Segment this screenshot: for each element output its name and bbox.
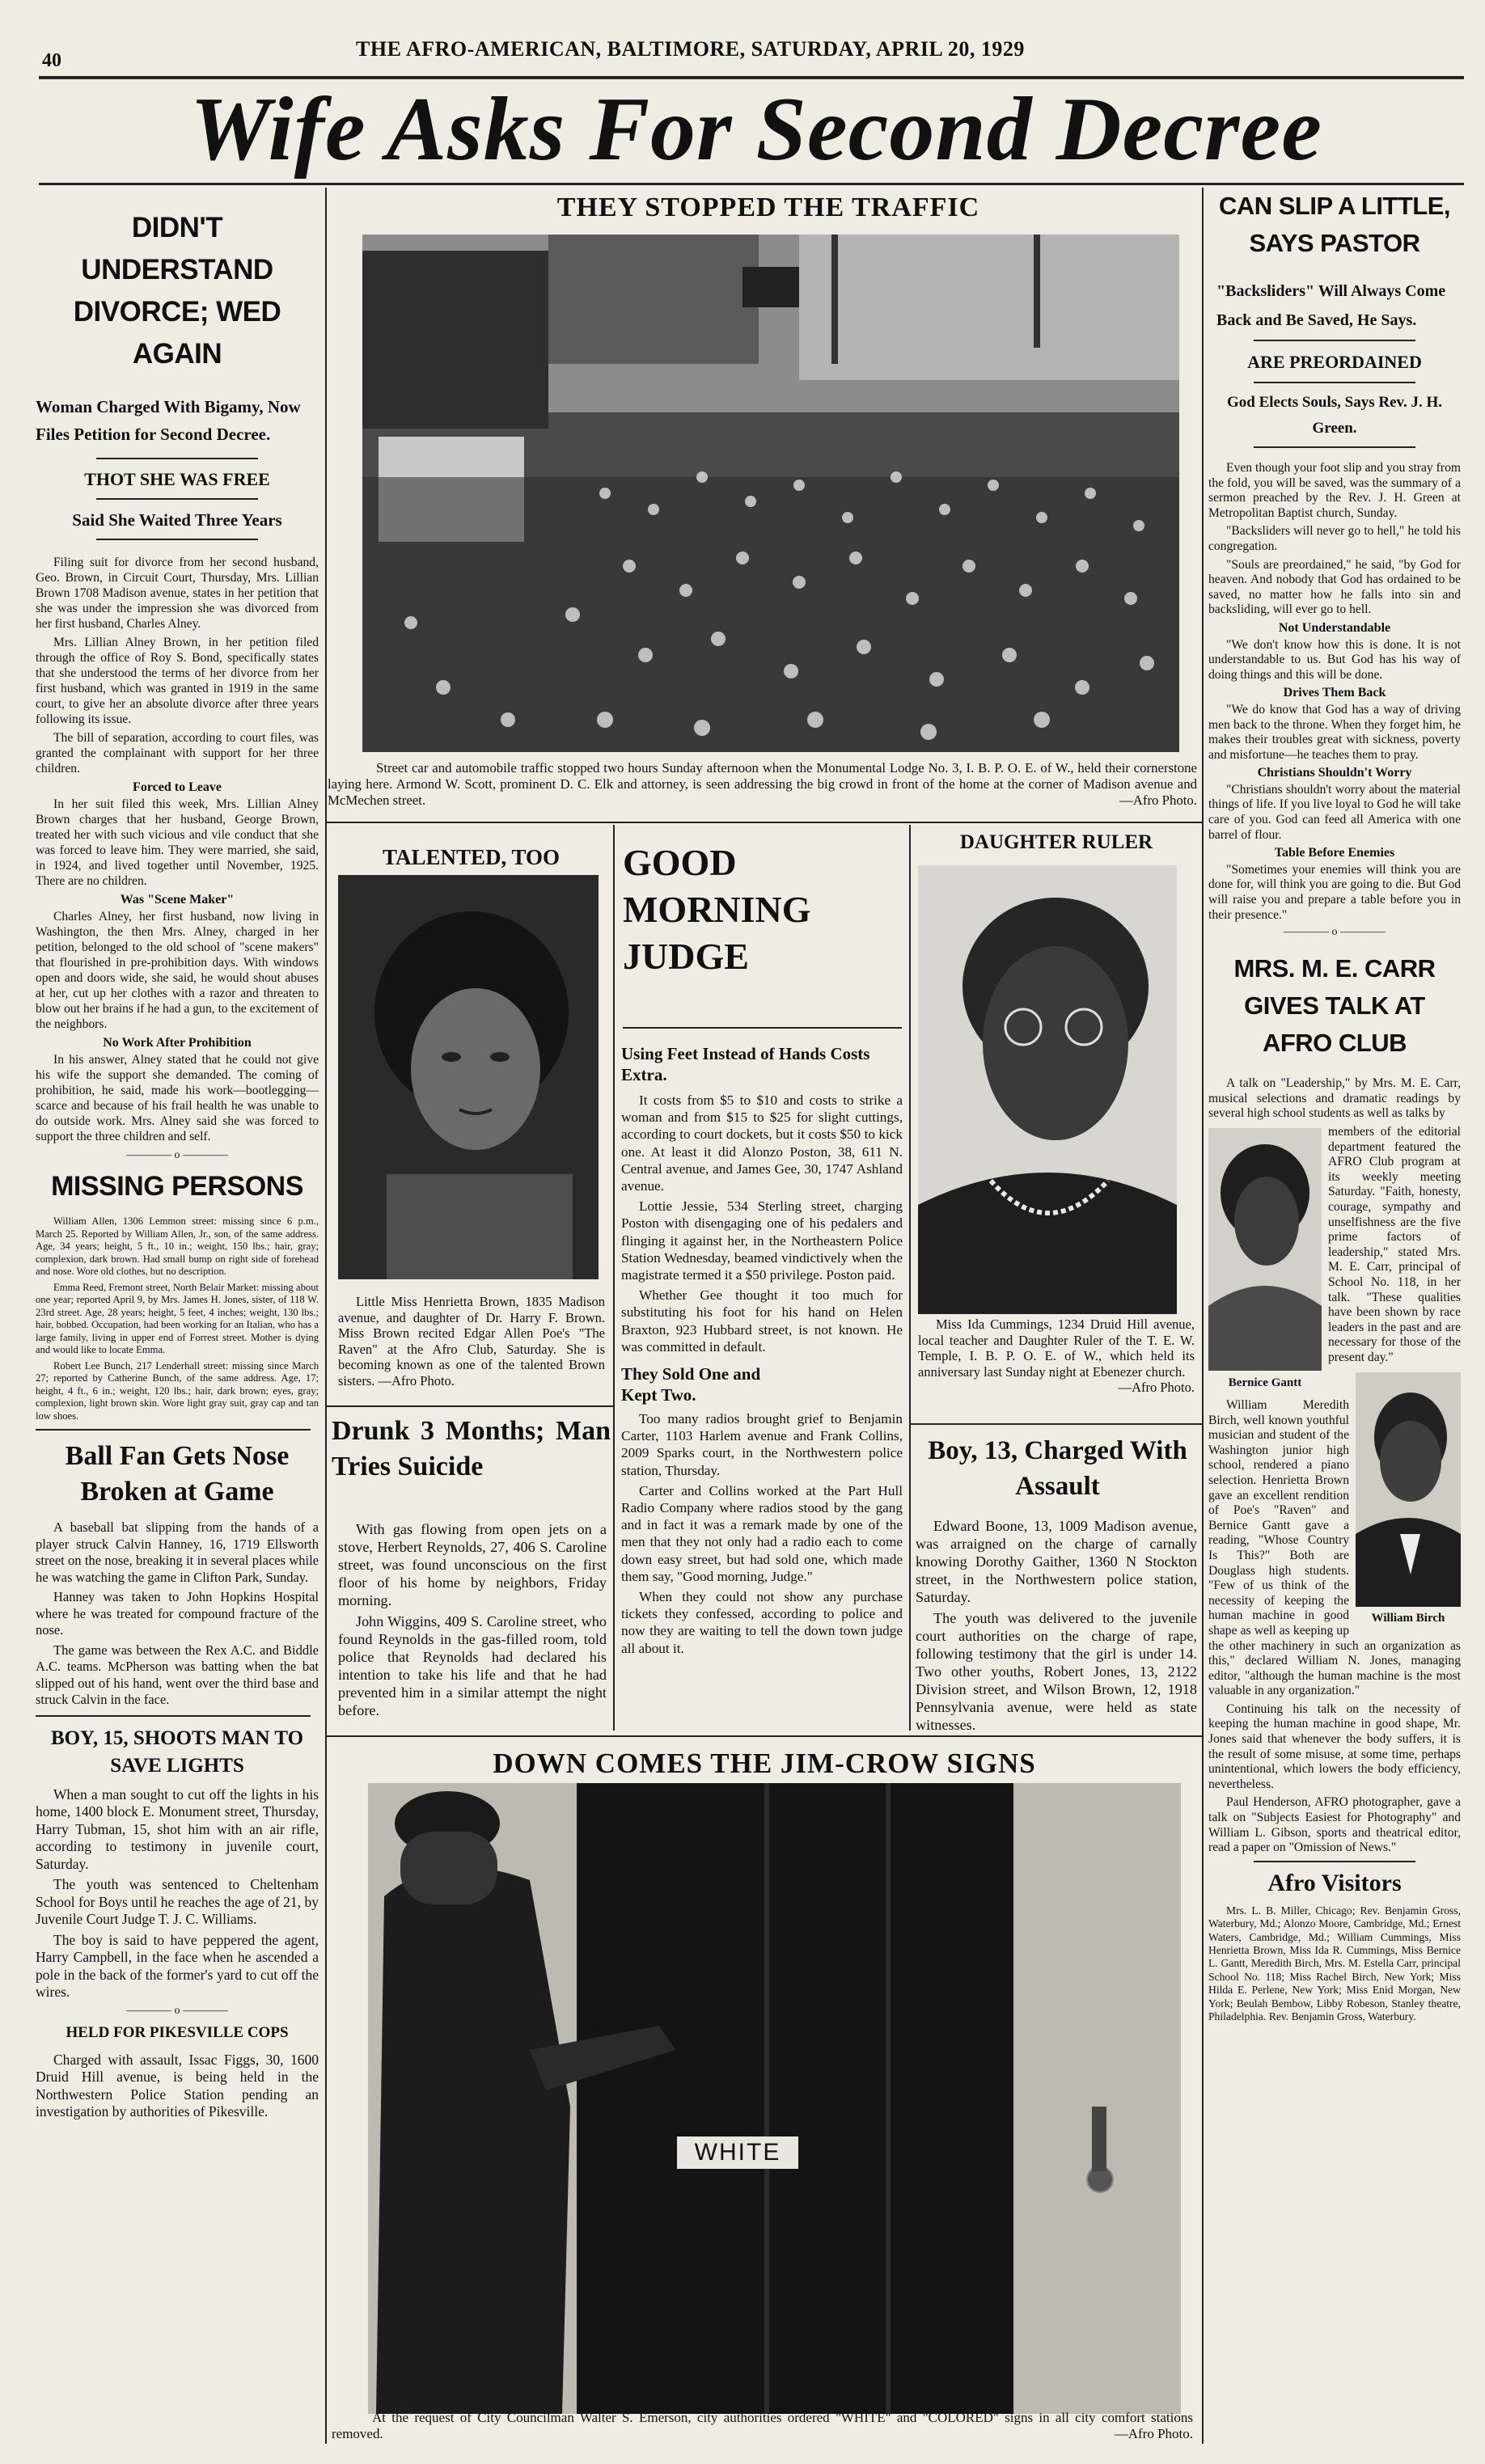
visitors-headline: Afro Visitors bbox=[1267, 1869, 1402, 1896]
pastor-rule2 bbox=[1254, 382, 1415, 383]
divorce-paragraph: Filing suit for divorce from her second husband, Geo. Brown, in Circuit Court, Thursday, Mrs. Lillian Brown 1708 Madison avenue, states in her petition that she was under the impression she was divorced from her first husband, Charles Alney. bbox=[36, 556, 319, 631]
boy15-paragraph: When a man sought to cut off the lights in his home, 1400 block E. Monument street, Thursday, Harry Tubman, 15, shot him with an air rifle, according to testimony in juvenile court, Saturday. bbox=[36, 1786, 319, 1872]
masthead-title: THE AFRO-AMERICAN, BALTIMORE, SATURDAY, APRIL 20, 1929 bbox=[356, 37, 1025, 61]
carr-paragraph: Paul Henderson, AFRO photographer, gave a talk on "Subjects Easiest for Photography" and William L. Gibson, sports and theatrical editor, read a paper on "Omission of News." bbox=[1208, 1795, 1461, 1855]
pastor-subhead: Drives Them Back bbox=[1283, 686, 1386, 700]
traffic-headline: THEY STOPPED THE TRAFFIC bbox=[556, 192, 980, 222]
assault-paragraph: Edward Boone, 13, 1009 Madison avenue, was arraigned on the charge of carnally knowing Dorothy Gaither, 1360 N Stockton street, in the Northwestern police station, Saturday. bbox=[916, 1518, 1197, 1605]
judge-column bbox=[621, 1043, 903, 1739]
pastor-deck2: ARE PREORDAINED bbox=[1247, 352, 1422, 372]
talented-bottom-rule bbox=[327, 1405, 613, 1407]
bernice-portrait bbox=[1208, 1128, 1322, 1371]
boy15-paragraph: The youth was sentenced to Cheltenham School for Boys until he reaches the age of 21, by Juvenile Court Judge T. J. C. Williams. bbox=[36, 1876, 319, 1927]
drunk-headline: Drunk 3 Months; Man Tries Suicide bbox=[332, 1416, 611, 1481]
assault-paragraph: The youth was delivered to the juvenile court authorities on the charge of rape, following testimony that the girl is under 14. Two other youths, Robert Jones, 13, 2122 Division street, and Wilson Brown, 12, 1918 Pennsylvania avenue, were held as state witnesses. bbox=[916, 1610, 1197, 1733]
carr-headline: MRS. M. E. CARR GIVES TALK AT AFRO CLUB bbox=[1233, 954, 1436, 1058]
pastor-subhead: Table Before Enemies bbox=[1274, 846, 1395, 860]
jimcrow-caption bbox=[332, 2410, 1193, 2442]
daughter-caption-text: Miss Ida Cummings, 1234 Druid Hill avenue, local teacher and Daughter Ruler of the T. E. W. Temple, I. B. P. O. E. of W., which held its anniversary last Sunday night at Ebenezer church. bbox=[918, 1317, 1195, 1380]
pastor-paragraph: "We do know that God has a way of driving men back to the throne. When they forget him, he makes their troubles great with sickness, poverty and misfortune—he teaches them to pray. bbox=[1208, 702, 1461, 762]
judge-rule bbox=[623, 1027, 902, 1029]
divorce-deck2: THOT SHE WAS FREE bbox=[84, 469, 270, 489]
white-sign: WHITE bbox=[677, 2136, 798, 2169]
pastor-rule1 bbox=[1254, 340, 1415, 341]
traffic-caption-text: Street car and automobile traffic stopped two hours Sunday afternoon when the Monumental Lodge No. 3, I. B. P. O. E. of W., held their cornerstone laying here. Armond W. Scott, prominent D. C. Elk and attorney, is seen addressing the big crowd in front of the home at the corner of Madison avenue and McMechen street. bbox=[328, 760, 1197, 808]
divorce-subhead: Was "Scene Maker" bbox=[120, 893, 235, 907]
carr-photo2 bbox=[1356, 1372, 1461, 1631]
column-rule-left bbox=[325, 188, 327, 2444]
carr-paragraph: Continuing his talk on the necessity of keeping the human machine in good shape, Mr. Jones said that whenever the body suffers, it is the result of some misuse, at some time, perhaps unintentional, which lowers the body efficiency, nevertheless. bbox=[1208, 1701, 1461, 1791]
boy15-body bbox=[36, 1786, 319, 2001]
drunk-body bbox=[338, 1520, 607, 1731]
column-rule-center1 bbox=[613, 825, 615, 1731]
divorce-subhead: Forced to Leave bbox=[133, 780, 222, 794]
divorce-paragraph: In her suit filed this week, Mrs. Lillian Alney Brown charges that her husband, George Brown, treated her with such vicious and vile conduct that she was forced to leave him. They were married, she said, in 1924, and lived together until November, 1925. There are no children. bbox=[36, 797, 319, 888]
ballfan-headline: Ball Fan Gets Nose Broken at Game bbox=[65, 1441, 290, 1507]
pastor-deck1: "Backsliders" Will Always Come Back and Be Saved, He Says. bbox=[1216, 282, 1446, 329]
girl-portrait bbox=[338, 875, 599, 1279]
banner-rule bbox=[39, 183, 1464, 185]
judge-deck2: They Sold One and Kept Two. bbox=[621, 1364, 761, 1405]
judge-paragraph: Lottie Jessie, 534 Sterling street, charging Poston with disengaging one of his pedalers and flinging it against her, in the Northeastern Police Station Wednesday, beamed vindictively when the magistrate termed it a $50 privilege. Poston paid. bbox=[621, 1198, 903, 1283]
ballfan-paragraph: A baseball bat slipping from the hands of a player struck Calvin Hanney, 16, 1719 Ellsworth street on the nose, breaking it in several places while he was watching the game in Clifton Park, Sunday. bbox=[36, 1519, 319, 1585]
ballfan-paragraph: Hanney was taken to John Hopkins Hospital where he was treated for compound fracture of the nose. bbox=[36, 1589, 319, 1638]
divider-ornament: ———— o ———— bbox=[1284, 926, 1386, 939]
divorce-paragraph: The bill of separation, according to court files, was granted the complainant with support for her three children. bbox=[36, 731, 319, 776]
column-rule-center2 bbox=[909, 825, 911, 1731]
carr-body bbox=[1208, 1076, 1461, 1856]
judge-paragraph: Whether Gee thought it too much for substituting his foot for his hand on Helen Braxton, 923 Hubbard street, is not known. He was committed in default. bbox=[621, 1287, 903, 1355]
judge-paragraph: Carter and Collins worked at the Part Hull Radio Company where radios stood by the gang and in fact it was a remark made by one of the men that they not only had a radio each to come down easy street, but had sold one, which made them say, "Good morning, Judge." bbox=[621, 1482, 903, 1584]
drunk-paragraph: With gas flowing from open jets on a stove, Herbert Reynolds, 27, 406 S. Caroline street, was found unconscious on the first floor of his home by neighbors, Friday morning. bbox=[338, 1521, 607, 1608]
daughter-bottom-rule bbox=[911, 1423, 1202, 1425]
missing-rule bbox=[36, 1429, 311, 1431]
visitors-rule bbox=[1254, 1861, 1415, 1862]
pastor-paragraph: "Christians shouldn't worry about the material things of life. If you live loyal to God he will take care of you. God can feed all America with one barrel of flour. bbox=[1208, 782, 1461, 842]
visitors-body bbox=[1208, 1904, 1461, 2024]
traffic-bottom-rule bbox=[327, 822, 1202, 823]
banner-headline: Wife Asks For Second Decree bbox=[190, 79, 1322, 180]
pastor-paragraph: Even though your foot slip and you stray from the fold, you will be saved, was the summary of a sermon preached by the Rev. J. H. Green at Metropolitan Baptist church, Sunday. bbox=[1208, 461, 1461, 520]
pastor-headline: CAN SLIP A LITTLE, SAYS PASTOR bbox=[1218, 192, 1451, 257]
carr-photo1-label: Bernice Gantt bbox=[1228, 1376, 1302, 1389]
judge-headline: GOOD MORNING JUDGE bbox=[623, 842, 811, 977]
pastor-paragraph: "Backsliders will never go to hell," he told his congregation. bbox=[1208, 524, 1461, 553]
pastor-subhead: Christians Shouldn't Worry bbox=[1257, 766, 1412, 780]
divorce-deck1: Woman Charged With Bigamy, Now Files Petition for Second Decree. bbox=[36, 397, 301, 444]
page-number: 40 bbox=[42, 50, 61, 71]
divorce-rule2 bbox=[96, 498, 258, 500]
divorce-deck3: Said She Waited Three Years bbox=[72, 510, 282, 530]
divorce-rule3 bbox=[96, 539, 258, 540]
judge-paragraph: When they could not show any purchase tickets they confessed, according to police and now they are waiting to tell the down town judge all about it. bbox=[621, 1589, 903, 1656]
talented-credit: —Afro Photo. bbox=[378, 1372, 455, 1388]
divorce-headline: DIDN'T UNDERSTAND DIVORCE; WED AGAIN bbox=[73, 212, 281, 370]
talented-caption-text: Little Miss Henrietta Brown, 1835 Madison avenue, and daughter of Dr. Harry F. Brown. Miss Brown recited Edgar Allen Poe's "The Raven" at the Afro Club, Saturday. She is becoming known as one of the talented Brown sisters. bbox=[338, 1294, 605, 1388]
pikesville-body bbox=[36, 2052, 319, 2121]
divorce-subhead: No Work After Prohibition bbox=[103, 1036, 252, 1050]
daughter-caption bbox=[918, 1317, 1195, 1396]
pastor-paragraph: "Souls are preordained," he said, "by God for heaven. And nobody that God has ordained to be saved, no matter how he falls into sin and backsliding, will ever go to hell. bbox=[1208, 557, 1461, 617]
judge-paragraph: Too many radios brought grief to Benjamin Carter, 1103 Harlem avenue and Frank Collins, 2009 Sparks court, in the Northwestern police station, Thursday. bbox=[621, 1411, 903, 1478]
carr-photo2-label: William Birch bbox=[1371, 1612, 1445, 1625]
door-image bbox=[368, 1783, 1181, 2414]
pikesville-headline: HELD FOR PIKESVILLE COPS bbox=[66, 2023, 289, 2041]
traffic-photo bbox=[362, 235, 1179, 752]
judge-body bbox=[621, 1092, 903, 1657]
pastor-deck3: God Elects Souls, Says Rev. J. H. Green. bbox=[1226, 394, 1443, 437]
birch-portrait bbox=[1356, 1372, 1461, 1607]
judge-paragraph: It costs from $5 to $10 and costs to strike a woman and from $15 to $25 for slight cuttings, according to court dockets, but it costs $50 to kick one. At least it did Alonzo Poston, 38, 611 N. Central avenue, and James Gee, 30, 1747 Ashland avenue. bbox=[621, 1093, 903, 1194]
carr-paragraph: members of the editorial department featured the AFRO Club program at its weekly meeting Saturday. "Faith, honesty, courage, sympathy and unselfishness are the five prime factors of leadership," stated Mrs. M. E. Carr, principal of School No. 118, in her talk. "These qualities have been shown by race leaders in the past and are necessary for those of the present day." bbox=[1328, 1125, 1461, 1364]
pastor-paragraph: "We don't know how this is done. It is not understandable to us. But God has his way of doing things and this will be done. bbox=[1208, 637, 1461, 682]
pastor-paragraph: "Sometimes your enemies will think you are done for, will think you are going to die. But God will raise you and prepare a table before you in their presence." bbox=[1208, 862, 1461, 922]
jimcrow-headline: DOWN COMES THE JIM-CROW SIGNS bbox=[493, 1748, 1036, 1779]
assault-body bbox=[916, 1517, 1197, 1735]
traffic-credit: —Afro Photo. bbox=[1119, 792, 1197, 808]
pastor-body bbox=[1208, 461, 1461, 923]
jimcrow-photo bbox=[368, 1783, 1181, 2414]
daughter-headline: DAUGHTER RULER bbox=[959, 831, 1153, 853]
crowd-image bbox=[362, 235, 1179, 752]
traffic-caption bbox=[328, 760, 1197, 809]
ballfan-paragraph: The game was between the Rex A.C. and Biddle A.C. teams. McPherson was batting when the bat slipped out of his hand, went over the third base and struck Calvin in the face. bbox=[36, 1642, 319, 1707]
judge-deck: Using Feet Instead of Hands Costs Extra. bbox=[621, 1044, 870, 1084]
pastor-subhead: Not Understandable bbox=[1278, 620, 1391, 635]
divorce-paragraph: Mrs. Lillian Alney Brown, in her petition filed through the office of Roy S. Bond, specifically states that she understood the terms of her divorce from her first husband, which was granted in 1919 in the same court, to give her an absolute divorce after three years following its issue. bbox=[36, 636, 319, 726]
carr-paragraph: William Meredith Birch, well known youthful musician and student of the Washington junior high school, rendered a piano selection. Henrietta Brown gave an excellent rendition of Poe's "Raven" and Bernice Gantt gave a reading, "Whose Country Is This?" Both are Douglass high students. "Few of us think of the necessity of keeping the human machine in good shape as well as keeping up the other machinery in such an organization as this," declared William N. Jones, managing editor, "although the human machine is the most valuable in any organization." bbox=[1208, 1398, 1461, 1698]
divorce-paragraph: Charles Alney, her first husband, now living in Washington, the then Mrs. Alney, charged in her petition, belonged to the old school of "scene makers" that flourished in pre-prohibition days. With windows open and doors wide, she said, he would shout abuses at her, cut up her clothes with a razor and threaten to blow out her brains if he had a gun, to the excitement of the neighbors. bbox=[36, 910, 319, 1031]
column-rule-right bbox=[1202, 188, 1204, 2444]
talented-caption bbox=[338, 1294, 605, 1388]
divider-ornament: ———— o ———— bbox=[126, 2004, 228, 2017]
divider-ornament: ———— o ———— bbox=[126, 1149, 228, 1161]
talented-headline: TALENTED, TOO bbox=[382, 845, 561, 869]
missing-entry: Robert Lee Bunch, 217 Lenderhall street: missing since March 27; reported by Catherine Bunch, of the same address. Age, 17; height, 4 ft., 6 in.; weight, 120 lbs.; hair, dark brown; eyes, gray; complexion, light brown skin. Wore light gray suit, gray cap and tan low shoes. bbox=[36, 1359, 319, 1422]
boy15-paragraph: The boy is said to have peppered the agent, Harry Campbell, in the face when he ascended a pole in the back of the former's yard to cut off the wires. bbox=[36, 1931, 319, 2000]
ballfan-body bbox=[36, 1519, 319, 1709]
woman-portrait bbox=[918, 865, 1177, 1314]
missing-body bbox=[36, 1215, 319, 1422]
pikesville-paragraph: Charged with assault, Issac Figgs, 30, 1600 Druid Hill avenue, is being held in the Northwestern Police Station pending an investigation by authorities of Pikesville. bbox=[36, 2051, 319, 2120]
missing-entry: Emma Reed, Fremont street, North Belair Market: missing about one year; reported April 9, by Mrs. James H. Jones, sister, of 118 W. 23rd street. Age, 28 years; height, 5 feet, 4 inches; weight, 130 lbs.; hair, bobbed. Occupation, had been working for an Italian, who has a large family, living in upper end of Forrest street. Mother is dying and would like to locate Emma. bbox=[36, 1281, 319, 1355]
pastor-rule3 bbox=[1254, 446, 1415, 448]
carr-paragraph: A talk on "Leadership," by Mrs. M. E. Carr, musical selections and dramatic readings by several high school students as well as talks by bbox=[1208, 1076, 1461, 1121]
ballfan-rule bbox=[36, 1715, 311, 1717]
missing-headline: MISSING PERSONS bbox=[51, 1171, 303, 1202]
divorce-rule1 bbox=[96, 458, 258, 459]
jimcrow-caption-text: At the request of City Councilman Walter S. Emerson, city authorities ordered "WHITE" and "COLORED" signs in all city comfort stations removed. bbox=[332, 2410, 1193, 2441]
daughter-credit: —Afro Photo. bbox=[1118, 1380, 1195, 1395]
talented-photo bbox=[338, 875, 599, 1279]
visitors-paragraph: Mrs. L. B. Miller, Chicago; Rev. Benjamin Gross, Waterbury, Md.; Alonzo Moore, Cambridge, Md.; Ernest Waters, Cambridge, Md.; William Cummings, Miss Henrietta Brown, Miss Ida R. Cummings, Miss Bernice L. Gantt, Meredith Birch, Mrs. M. Estella Carr, principal School No. 118; Miss Rachel Birch, New York; Miss Hilda E. Perlene, New York; Miss Enid Morgan, New York; Beulah Bembow, Libby Robeson, Stanley theatre, Philadelphia. Rev. Benjamin Gross, Waterbury. bbox=[1208, 1904, 1461, 2023]
daughter-photo bbox=[918, 865, 1177, 1314]
boy15-headline: BOY, 15, SHOOTS MAN TO SAVE LIGHTS bbox=[50, 1726, 304, 1777]
carr-photo1 bbox=[1208, 1128, 1322, 1395]
jimcrow-credit: —Afro Photo. bbox=[1114, 2426, 1193, 2441]
center-bottom-rule bbox=[327, 1735, 1202, 1737]
divorce-paragraph: In his answer, Alney stated that he could not give his wife the support she demanded. The coming of prohibition, he said, made his work—bootlegging—scarce and because of his frail health he was unable to do outside work. Mrs. Alney said she was forced to support the three children and self. bbox=[36, 1053, 319, 1143]
missing-entry: William Allen, 1306 Lemmon street: missing since 6 p.m., March 25. Reported by William Allen, Jr., son, of the same address. Age, 34 years; height, 5 ft., 10 in.; weight, 150 lbs.; hair, gray; complexion, dark brown. Had small bump on right side of forehead and nose. Wore old clothes, but no description. bbox=[36, 1215, 319, 1277]
divorce-body bbox=[36, 555, 319, 1144]
drunk-paragraph: John Wiggins, 409 S. Caroline street, who found Reynolds in the gas-filled room, told police that Reynolds had declared his intention to take his life and that he had prevented him in a similar attempt the night before. bbox=[338, 1613, 607, 1718]
right-column bbox=[1208, 188, 1461, 2452]
assault-headline: Boy, 13, Charged With Assault bbox=[928, 1436, 1187, 1501]
left-column bbox=[36, 194, 319, 2450]
